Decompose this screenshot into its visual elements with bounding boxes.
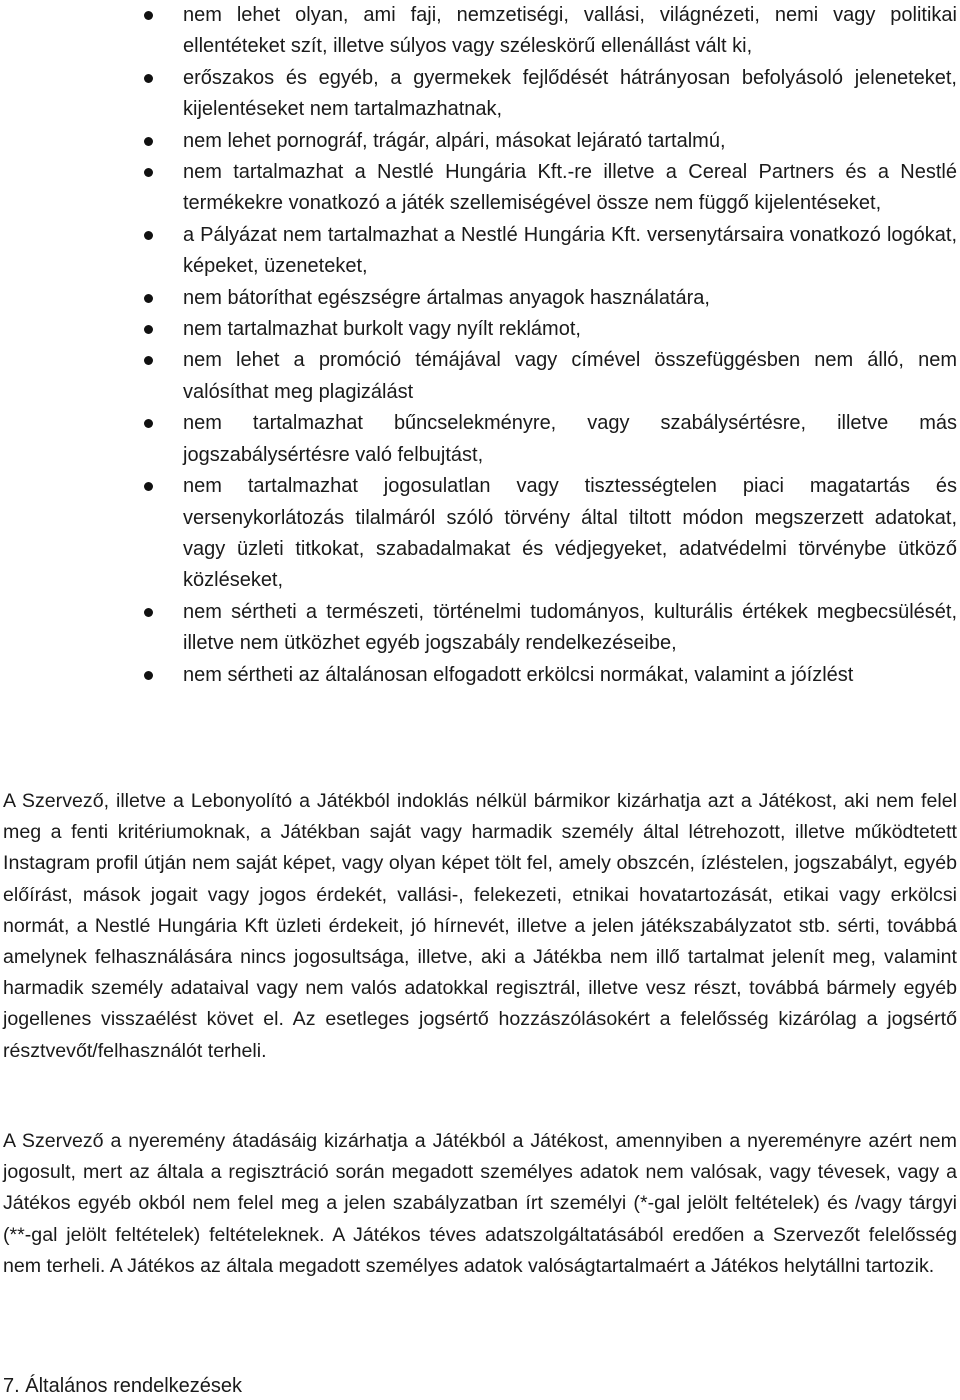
exclusion-paragraph: A Szervező, illetve a Lebonyolító a Játékból indoklás nélkül bármikor kizárhatja azt a Játékost, aki nem felel meg a fenti kritériumoknak, a Játékban saját vagy harmadik személy által létrehozott, illetve működtetett Instagram profil útján nem saját képet, vagy olyan képet tölt fel, amely obszcén, ízléstelen, jogszabályt, egyéb előírást, mások jogait vagy jogos érdekét, vallási-, felekezeti, etnikai hovatartozását, etikai vagy erkölcsi normát, a Nestlé Hungária Kft üzleti érdekeit, jó hírnevét, illetve a jelen játékszabályzatot stb. sérti, továbbá amelynek felhasználására nincs jogosultsága, illetve, aki a Játékba nem illő tartalmat jelenít meg, valamint harmadik személy adataival vagy nem valós adatokkal regisztrál, illetve vesz részt, továbbá bármely egyéb jogellenes visszaélést követ el. Az esetleges jogsértő hozzászólásokért a felelősség kizárólag a jogsértő résztvevőt/felhasználót terheli. [3, 790, 957, 1062]
bullet-dot-icon [144, 294, 153, 303]
list-item [183, 283, 957, 314]
list-item [183, 408, 957, 471]
list-item [183, 345, 957, 408]
list-item-text: nem lehet pornográf, trágár, alpári, másokat lejárató tartalmú, [183, 129, 726, 152]
list-item-text: nem sértheti az általánosan elfogadott erkölcsi normákat, valamint a jóízlést [183, 663, 854, 686]
list-item-text: nem bátoríthat egészségre ártalmas anyagok használatára, [183, 286, 710, 309]
section-heading: 7. Általános rendelkezések [3, 1375, 243, 1397]
list-item-text: nem sértheti a természeti, történelmi tudományos, kulturális értékek megbecsülését, illetve nem ütközhet egyéb jogszabály rendelkezéseibe, [183, 600, 957, 655]
bullet-dot-icon [144, 11, 153, 20]
list-item [183, 0, 957, 63]
list-item-text: a Pályázat nem tartalmazhat a Nestlé Hungária Kft. versenytársaira vonatkozó logókat, képeket, üzeneteket, [183, 223, 957, 278]
list-item [183, 126, 957, 157]
bullet-dot-icon [144, 74, 153, 83]
list-item [183, 157, 957, 220]
list-item [183, 220, 957, 283]
list-item-text: erőszakos és egyéb, a gyermekek fejlődését hátrányosan befolyásoló jeleneteket, kijelentéseket nem tartalmazhatnak, [183, 66, 957, 121]
bullet-dot-icon [144, 482, 153, 491]
list-item-text: nem lehet olyan, ami faji, nemzetiségi, vallási, világnézeti, nemi vagy politikai ellentéteket szít, illetve súlyos vagy széleskörű ellenállást vált ki, [183, 4, 957, 58]
list-item-text: nem tartalmazhat bűncselekményre, vagy szabálysértésre, illetve más jogszabálysértésre való felbujtást, [183, 412, 957, 466]
prize-exclusion-paragraph: A Szervező a nyeremény átadásáig kizárhatja a Játékból a Játékost, amennyiben a nyereményre azért nem jogosult, mert az általa a regisztráció során megadott személyes adatok nem valósak, vagy tévesek, vagy a Játékos egyéb okból nem felel meg a jelen szabályzatban írt személyi (*-gal jelölt feltételek) és /vagy tárgyi (**-gal jelölt feltételek) feltételeknek. A Játékos téves adatszolgáltatásából eredően a Szervezőt felelősség nem terheli. A Játékos az általa megadott személyes adatok valóságtartalmaért a Játékos helytállni tartozik. [3, 1130, 957, 1277]
bullet-dot-icon [144, 168, 153, 177]
list-item-text: nem tartalmazhat jogosulatlan vagy tisztességtelen piaci magatartás és versenykorlátozás tilalmáról szóló törvény által tiltott módon megszerzett adatokat, vagy üzleti titkokat, szabadalmakat és védjegyeket, adatvédelmi törvénybe ütköző közléseket, [183, 475, 957, 592]
list-item [183, 314, 957, 345]
bullet-dot-icon [144, 419, 153, 428]
list-item-text: nem tartalmazhat a Nestlé Hungária Kft.-re illetve a Cereal Partners és a Nestlé termékekre vonatkozó a játék szellemiségével össze nem függő kijelentéseket, [183, 161, 957, 215]
list-item-text: nem tartalmazhat burkolt vagy nyílt reklámot, [183, 318, 581, 341]
list-item [183, 471, 957, 597]
list-item [183, 597, 957, 660]
list-item-text: nem lehet a promóció témájával vagy címével összefüggésben nem álló, nem valósíthat meg plagizálást [183, 349, 957, 403]
bullet-dot-icon [144, 608, 153, 617]
bullet-dot-icon [144, 356, 153, 365]
bullet-dot-icon [144, 137, 153, 146]
list-item [183, 63, 957, 126]
bullet-dot-icon [144, 231, 153, 240]
bullet-dot-icon [144, 325, 153, 334]
list-item [183, 660, 957, 691]
bullet-dot-icon [144, 671, 153, 680]
rule-bullet-list [0, 0, 960, 691]
